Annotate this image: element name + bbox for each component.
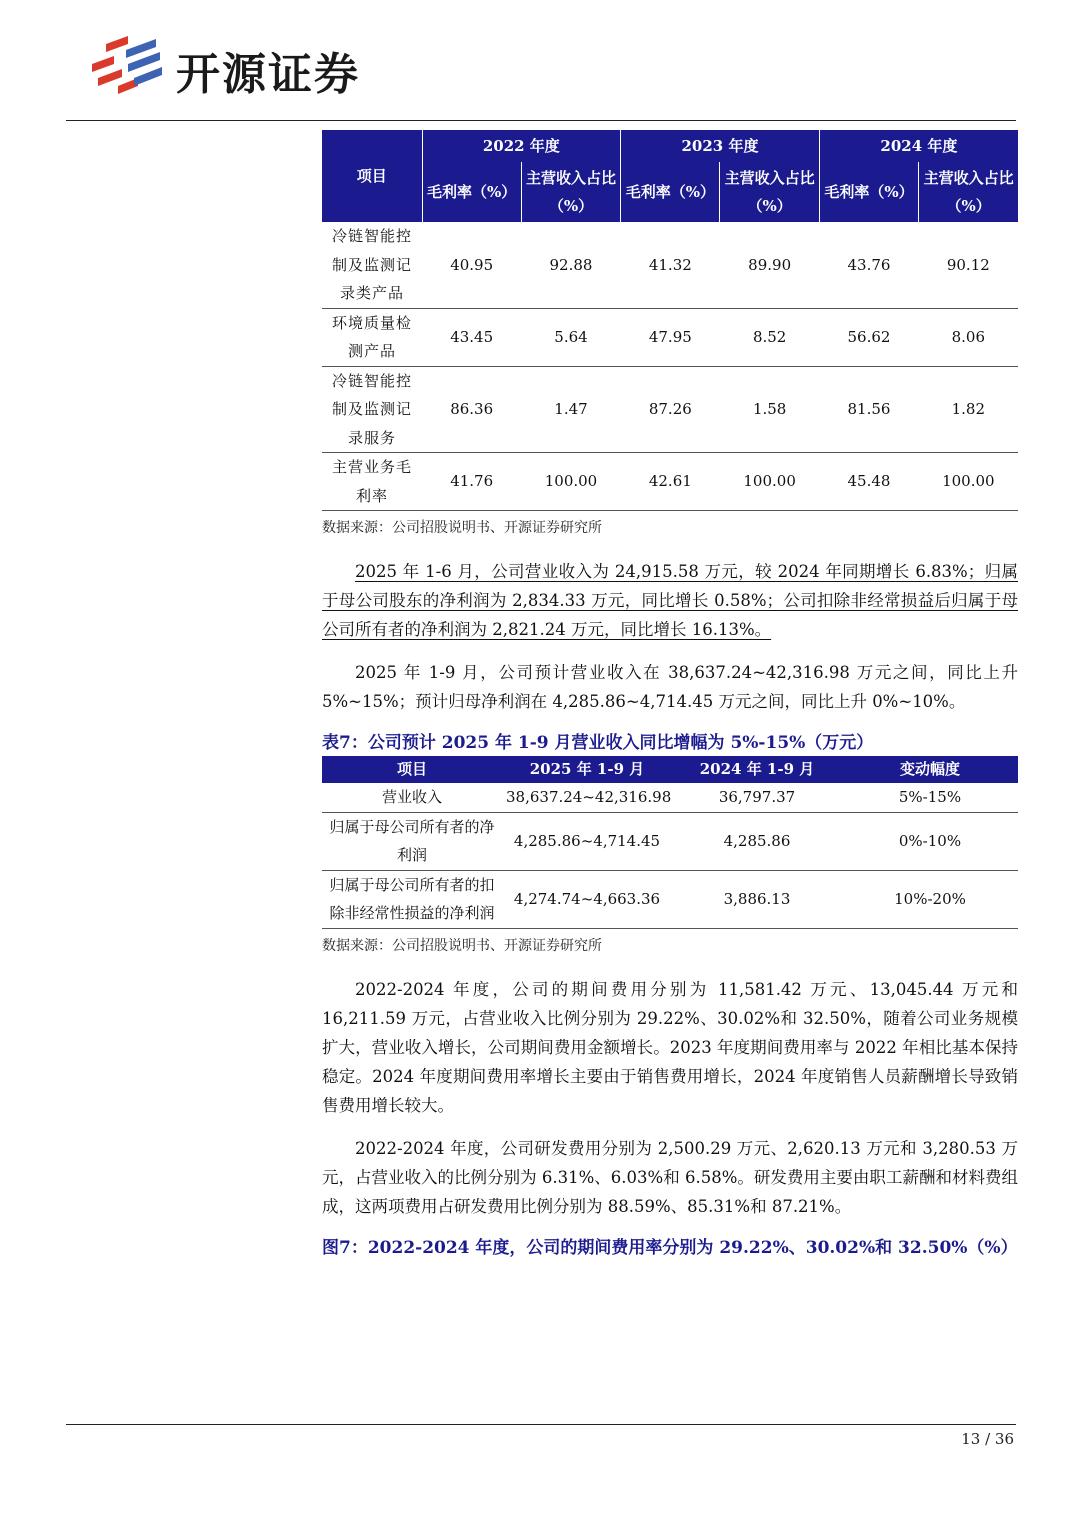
- table-row: [322, 783, 1018, 812]
- table-cell: 8.06: [919, 308, 1018, 366]
- table-cell: 100.00: [521, 453, 620, 511]
- table-cell: 92.88: [521, 222, 620, 308]
- table-cell: 41.32: [621, 222, 720, 308]
- table-cell: 36,797.37: [672, 783, 842, 812]
- row-label: 主营业务毛利率: [322, 453, 422, 511]
- paragraph: 2025 年 1-9 月，公司预计营业收入在 38,637.24~42,316.98 万元之间，同比上升 5%~15%；预计归母净利润在 4,285.86~4,714.45 万元之间，同比上升 0%~10%。: [322, 663, 1018, 711]
- logo-mark-icon: [88, 34, 168, 98]
- underlined-text: 2025 年 1-6 月，公司营业收入为 24,915.58 万元，较 2024 年同期增长 6.83%；归属于母公司股东的净利润为 2,834.33 万元，同比增长 0.58%；公司扣除非经常损益后归属于母公司所有者的净利润为 2,821.24 万元，同比增长 16.13%。: [322, 562, 1018, 639]
- table-cell: 4,274.74~4,663.36: [502, 870, 672, 928]
- table-row: [322, 222, 1018, 308]
- company-logo: [88, 34, 408, 98]
- table-cell: 5.64: [521, 308, 620, 366]
- table-row: [322, 870, 1018, 928]
- table-cell: 38,637.24~42,316.98: [502, 783, 672, 812]
- table-header-year: 2024 年度: [819, 130, 1018, 162]
- page-content: [322, 130, 1018, 1261]
- logo-text: 开源证券: [176, 49, 360, 100]
- row-label: 冷链智能控制及监测记录服务: [322, 366, 422, 453]
- table-subheader: 主营收入占比（%）: [521, 162, 620, 222]
- table-row: [322, 812, 1018, 870]
- header-rule: [66, 120, 1016, 121]
- table-subheader: 主营收入占比（%）: [919, 162, 1018, 222]
- table-header: 2024 年 1-9 月: [672, 756, 842, 783]
- table-cell: 90.12: [919, 222, 1018, 308]
- table-row: [322, 453, 1018, 511]
- table-header-year: 2023 年度: [621, 130, 820, 162]
- gross-margin-table: [322, 130, 1018, 511]
- table-cell: 56.62: [819, 308, 918, 366]
- table-cell: 100.00: [919, 453, 1018, 511]
- table-cell: 81.56: [819, 366, 918, 453]
- figure-caption: 图7：2022-2024 年度，公司的期间费用率分别为 29.22%、30.02%和 32.50%（%）: [322, 1237, 1018, 1258]
- row-label: 归属于母公司所有者的净利润: [322, 812, 502, 870]
- row-label: 冷链智能控制及监测记录类产品: [322, 222, 422, 308]
- table-cell: 8.52: [720, 308, 819, 366]
- table-cell: 87.26: [621, 366, 720, 453]
- page-number: 13 / 36: [961, 1430, 1014, 1448]
- table-subheader: 主营收入占比（%）: [720, 162, 819, 222]
- table-cell: 43.45: [422, 308, 521, 366]
- table-cell: 45.48: [819, 453, 918, 511]
- paragraph: 2022-2024 年度，公司研发费用分别为 2,500.29 万元、2,620.13 万元和 3,280.53 万元，占营业收入的比例分别为 6.31%、6.03%和 6.58%。研发费用主要由职工薪酬和材料费组成，这两项费用占研发费用比例分别为 88.59%、85.31%和 87.21%。: [322, 1138, 1018, 1216]
- table-header: 变动幅度: [842, 756, 1018, 783]
- table-cell: 42.61: [621, 453, 720, 511]
- table-header-item: 项目: [322, 130, 422, 222]
- table-subheader: 毛利率（%）: [819, 162, 918, 222]
- table-cell: 3,886.13: [672, 870, 842, 928]
- table-source-note: 数据来源：公司招股说明书、开源证券研究所: [322, 520, 602, 536]
- table-cell: 1.47: [521, 366, 620, 453]
- table-cell: 4,285.86~4,714.45: [502, 812, 672, 870]
- table-subheader: 毛利率（%）: [621, 162, 720, 222]
- footer-rule: [66, 1424, 1016, 1425]
- table-cell: 86.36: [422, 366, 521, 453]
- table-cell: 47.95: [621, 308, 720, 366]
- row-label: 归属于母公司所有者的扣除非经常性损益的净利润: [322, 870, 502, 928]
- table-cell: 1.82: [919, 366, 1018, 453]
- table-cell: 5%-15%: [842, 783, 1018, 812]
- table-cell: 4,285.86: [672, 812, 842, 870]
- table-cell: 41.76: [422, 453, 521, 511]
- table-header: 项目: [322, 756, 502, 783]
- table-row: [322, 308, 1018, 366]
- table-caption: 表7：公司预计 2025 年 1-9 月营业收入同比增幅为 5%-15%（万元）: [322, 733, 874, 753]
- row-label: 环境质量检测产品: [322, 308, 422, 366]
- row-label: 营业收入: [322, 783, 502, 812]
- table-header-year: 2022 年度: [422, 130, 621, 162]
- table-subheader: 毛利率（%）: [422, 162, 521, 222]
- table-source-note: 数据来源：公司招股说明书、开源证券研究所: [322, 937, 602, 954]
- paragraph: 2022-2024 年度，公司的期间费用分别为 11,581.42 万元、13,045.44 万元和 16,211.59 万元，占营业收入比例分别为 29.22%、30.02%和 32.50%，随着公司业务规模扩大，营业收入增长，公司期间费用金额增长。2023 年度期间费用率与 2022 年相比基本保持稳定。2024 年度期间费用率增长主要由于销售费用增长，2024 年度销售人员薪酬增长导致销售费用增长较大。: [322, 979, 1018, 1115]
- paragraph: [322, 557, 1018, 644]
- table-cell: 89.90: [720, 222, 819, 308]
- table-cell: 43.76: [819, 222, 918, 308]
- table-cell: 10%-20%: [842, 870, 1018, 928]
- table-row: [322, 366, 1018, 453]
- table-cell: 40.95: [422, 222, 521, 308]
- forecast-table: [322, 756, 1018, 929]
- table-cell: 0%-10%: [842, 812, 1018, 870]
- table-header: 2025 年 1-9 月: [502, 756, 672, 783]
- table-cell: 100.00: [720, 453, 819, 511]
- table-cell: 1.58: [720, 366, 819, 453]
